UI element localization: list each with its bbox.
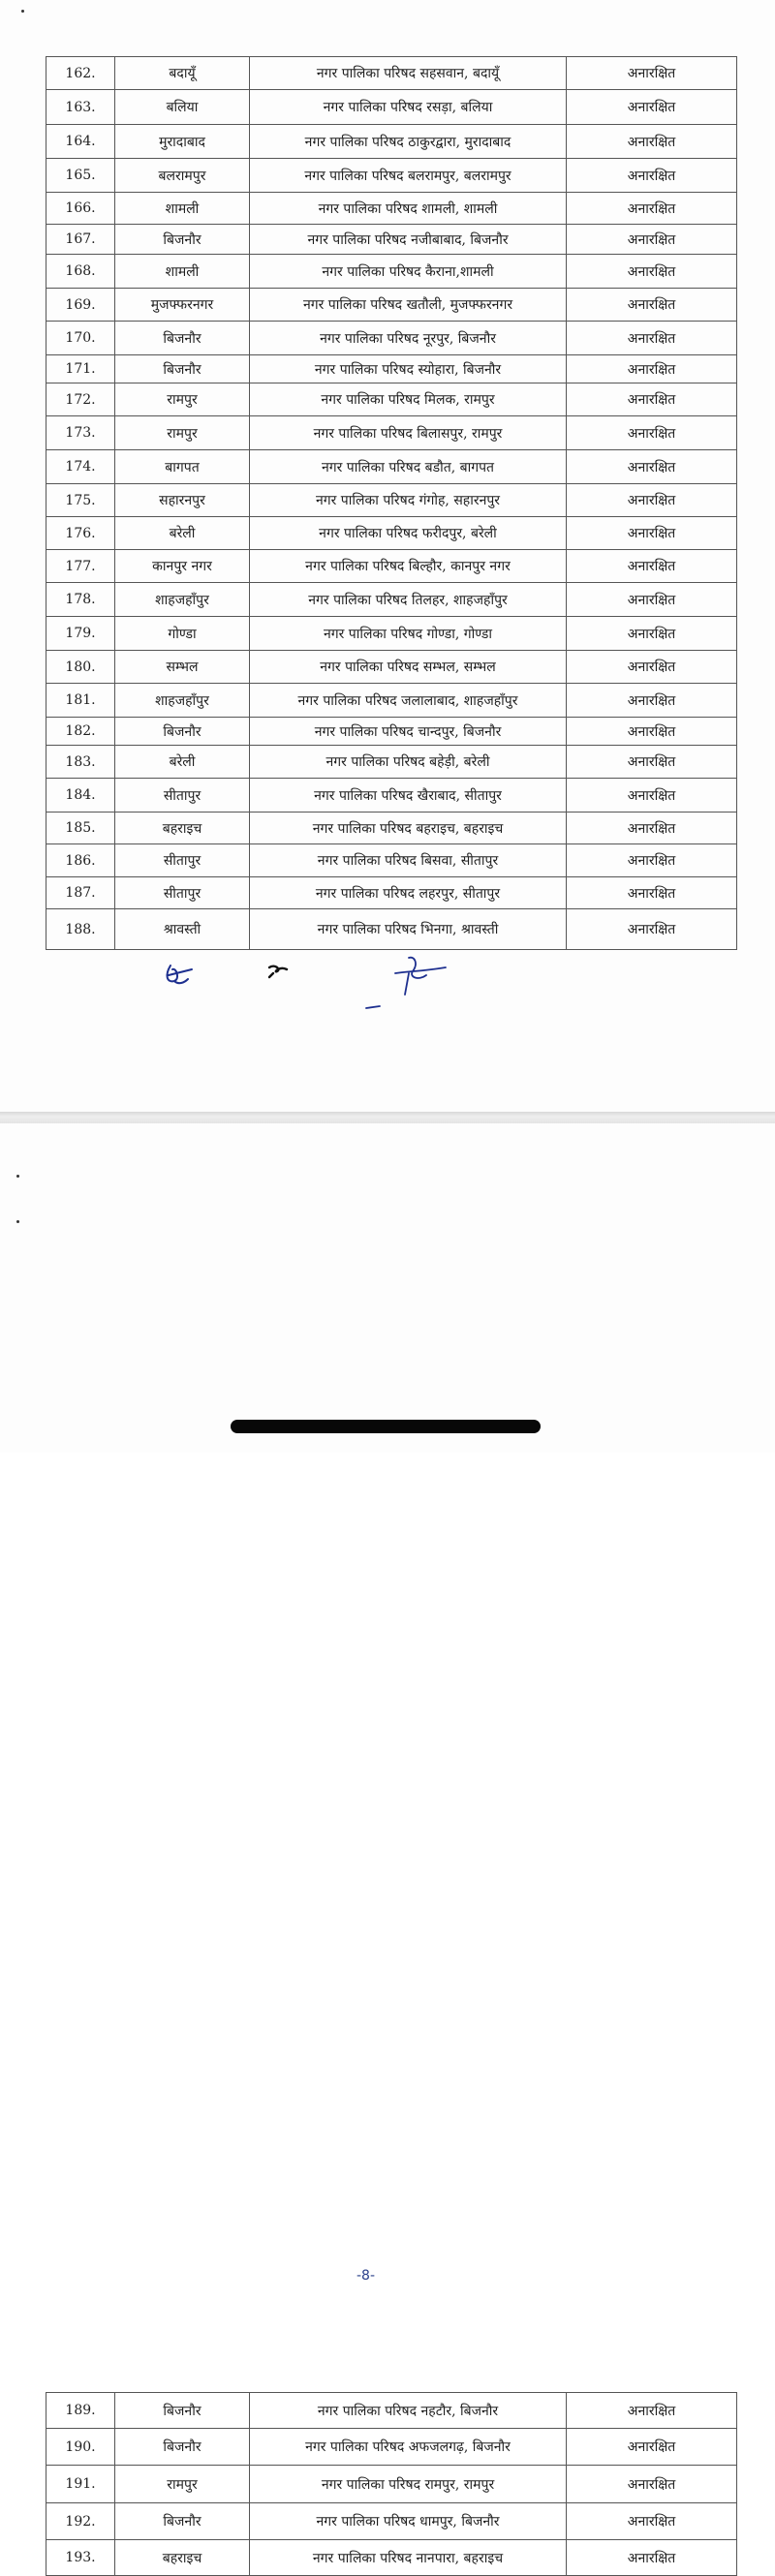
table-row (46, 159, 737, 193)
district-cell: रामपुर (115, 2466, 250, 2503)
district-cell: मुरादाबाद (115, 125, 250, 159)
municipal-body-cell: नगर पालिका परिषद खैराबाद, सीतापुर (250, 779, 567, 813)
municipal-body-cell: नगर पालिका परिषद भिनगा, श्रावस्ती (250, 909, 567, 950)
district-cell: बलरामपुर (115, 159, 250, 193)
table-row (46, 550, 737, 583)
reservation-status-cell: अनारक्षित (567, 383, 737, 416)
municipal-body-cell: नगर पालिका परिषद बलरामपुर, बलरामपुर (250, 159, 567, 193)
reservation-status-cell: अनारक्षित (567, 684, 737, 718)
table-row (46, 2393, 737, 2429)
table-row (46, 617, 737, 651)
district-cell: बिजनौर (115, 2393, 250, 2429)
scan-speck (16, 1220, 19, 1223)
district-cell: रामपुर (115, 383, 250, 416)
district-cell: मुजफ्फरनगर (115, 289, 250, 322)
reservation-status-cell: अनारक्षित (567, 779, 737, 813)
municipal-body-cell: नगर पालिका परिषद खतौली, मुजफ्फरनगर (250, 289, 567, 322)
district-cell: रामपुर (115, 416, 250, 450)
district-cell: सीतापुर (115, 877, 250, 909)
table-row (46, 225, 737, 255)
municipal-body-cell: नगर पालिका परिषद चान्दपुर, बिजनौर (250, 718, 567, 746)
district-cell: शामली (115, 255, 250, 289)
table-row (46, 355, 737, 383)
district-cell: बिजनौर (115, 322, 250, 355)
reservation-status-cell: अनारक्षित (567, 416, 737, 450)
document-page-2 (0, 1123, 775, 2566)
municipal-body-cell: नगर पालिका परिषद बिल्हौर, कानपुर नगर (250, 550, 567, 583)
serial-number-cell: 179. (46, 617, 115, 651)
redaction-mark (231, 1420, 541, 1433)
serial-number-cell: 183. (46, 746, 115, 779)
district-cell: शाहजहाँपुर (115, 684, 250, 718)
reservation-status-cell: अनारक्षित (567, 909, 737, 950)
table-row (46, 813, 737, 844)
municipality-table-page-2 (46, 2392, 737, 2576)
serial-number-cell: 185. (46, 813, 115, 844)
table-row (46, 844, 737, 877)
municipal-body-cell: नगर पालिका परिषद शामली, शामली (250, 193, 567, 225)
district-cell: श्रावस्ती (115, 909, 250, 950)
district-cell: बिजनौर (115, 355, 250, 383)
handwritten-page-number: -8- (356, 2268, 376, 2284)
municipal-body-cell: नगर पालिका परिषद कैराना,शामली (250, 255, 567, 289)
scan-speck (16, 1175, 19, 1178)
table-row (46, 718, 737, 746)
municipal-body-cell: नगर पालिका परिषद बडौत, बागपत (250, 450, 567, 484)
reservation-status-cell: अनारक्षित (567, 517, 737, 550)
district-cell: सीतापुर (115, 844, 250, 877)
table-row (46, 193, 737, 225)
reservation-status-cell: अनारक्षित (567, 550, 737, 583)
reservation-status-cell: अनारक्षित (567, 450, 737, 484)
serial-number-cell: 163. (46, 90, 115, 125)
district-cell: शाहजहाँपुर (115, 583, 250, 617)
table-row (46, 746, 737, 779)
district-cell: बिजनौर (115, 718, 250, 746)
municipal-body-cell: नगर पालिका परिषद धामपुर, बिजनौर (250, 2503, 567, 2540)
municipality-table-page-1 (46, 56, 737, 950)
table-row (46, 2466, 737, 2503)
district-cell: कानपुर नगर (115, 550, 250, 583)
municipal-body-cell: नगर पालिका परिषद सहसवान, बदायूँ (250, 57, 567, 90)
municipal-body-cell: नगर पालिका परिषद बहेड़ी, बरेली (250, 746, 567, 779)
table-row (46, 125, 737, 159)
serial-number-cell: 192. (46, 2503, 115, 2540)
reservation-status-cell: अनारक्षित (567, 746, 737, 779)
reservation-status-cell: अनारक्षित (567, 322, 737, 355)
serial-number-cell: 176. (46, 517, 115, 550)
table-row (46, 909, 737, 950)
table-row (46, 684, 737, 718)
district-cell: गोण्डा (115, 617, 250, 651)
reservation-status-cell: अनारक्षित (567, 813, 737, 844)
serial-number-cell: 162. (46, 57, 115, 90)
serial-number-cell: 184. (46, 779, 115, 813)
reservation-status-cell: अनारक्षित (567, 57, 737, 90)
district-cell: बहराइच (115, 813, 250, 844)
reservation-status-cell: अनारक्षित (567, 289, 737, 322)
reservation-status-cell: अनारक्षित (567, 484, 737, 517)
table-row (46, 2429, 737, 2466)
table-row (46, 484, 737, 517)
serial-number-cell: 190. (46, 2429, 115, 2466)
serial-number-cell: 170. (46, 322, 115, 355)
municipal-body-cell: नगर पालिका परिषद रसड़ा, बलिया (250, 90, 567, 125)
municipal-body-cell: नगर पालिका परिषद नूरपुर, बिजनौर (250, 322, 567, 355)
table-row (46, 383, 737, 416)
municipal-body-cell: नगर पालिका परिषद बिलासपुर, रामपुर (250, 416, 567, 450)
serial-number-cell: 178. (46, 583, 115, 617)
district-cell: बागपत (115, 450, 250, 484)
table-row (46, 322, 737, 355)
serial-number-cell: 173. (46, 416, 115, 450)
district-cell: बदायूँ (115, 57, 250, 90)
table-row (46, 450, 737, 484)
serial-number-cell: 180. (46, 651, 115, 684)
municipal-body-cell: नगर पालिका परिषद नानपारा, बहराइच (250, 2540, 567, 2576)
serial-number-cell: 175. (46, 484, 115, 517)
table-row (46, 255, 737, 289)
district-cell: बलिया (115, 90, 250, 125)
document-page-1 (0, 0, 775, 1112)
district-cell: बिजनौर (115, 2429, 250, 2466)
district-cell: बहराइच (115, 2540, 250, 2576)
reservation-status-cell: अनारक्षित (567, 125, 737, 159)
reservation-status-cell: अनारक्षित (567, 355, 737, 383)
serial-number-cell: 167. (46, 225, 115, 255)
district-cell: बिजनौर (115, 2503, 250, 2540)
reservation-status-cell: अनारक्षित (567, 2393, 737, 2429)
reservation-status-cell: अनारक्षित (567, 718, 737, 746)
municipal-body-cell: नगर पालिका परिषद स्योहारा, बिजनौर (250, 355, 567, 383)
reservation-status-cell: अनारक्षित (567, 2429, 737, 2466)
serial-number-cell: 193. (46, 2540, 115, 2576)
table-row (46, 877, 737, 909)
district-cell: सीतापुर (115, 779, 250, 813)
municipal-body-cell: नगर पालिका परिषद तिलहर, शाहजहाँपुर (250, 583, 567, 617)
municipal-body-cell: नगर पालिका परिषद नहटौर, बिजनौर (250, 2393, 567, 2429)
reservation-status-cell: अनारक्षित (567, 90, 737, 125)
table-row (46, 90, 737, 125)
reservation-status-cell: अनारक्षित (567, 2466, 737, 2503)
reservation-status-cell: अनारक्षित (567, 255, 737, 289)
municipal-body-cell: नगर पालिका परिषद ठाकुरद्वारा, मुरादाबाद (250, 125, 567, 159)
table-row (46, 2503, 737, 2540)
municipal-body-cell: नगर पालिका परिषद गंगोह, सहारनपुर (250, 484, 567, 517)
municipal-body-cell: नगर पालिका परिषद रामपुर, रामपुर (250, 2466, 567, 2503)
serial-number-cell: 187. (46, 877, 115, 909)
reservation-status-cell: अनारक्षित (567, 225, 737, 255)
municipal-body-cell: नगर पालिका परिषद सम्भल, सम्भल (250, 651, 567, 684)
district-cell: बरेली (115, 517, 250, 550)
municipal-body-cell: नगर पालिका परिषद फरीदपुर, बरेली (250, 517, 567, 550)
table-row (46, 416, 737, 450)
page-separator (0, 1112, 775, 1123)
serial-number-cell: 172. (46, 383, 115, 416)
table-row (46, 2540, 737, 2576)
table-row (46, 517, 737, 550)
reservation-status-cell: अनारक्षित (567, 159, 737, 193)
municipal-body-cell: नगर पालिका परिषद मिलक, रामपुर (250, 383, 567, 416)
serial-number-cell: 166. (46, 193, 115, 225)
serial-number-cell: 169. (46, 289, 115, 322)
serial-number-cell: 191. (46, 2466, 115, 2503)
municipal-body-cell: नगर पालिका परिषद बहराइच, बहराइच (250, 813, 567, 844)
serial-number-cell: 186. (46, 844, 115, 877)
municipal-body-cell: नगर पालिका परिषद लहरपुर, सीतापुर (250, 877, 567, 909)
reservation-status-cell: अनारक्षित (567, 2503, 737, 2540)
district-cell: बिजनौर (115, 225, 250, 255)
reservation-status-cell: अनारक्षित (567, 2540, 737, 2576)
serial-number-cell: 177. (46, 550, 115, 583)
municipal-body-cell: नगर पालिका परिषद अफजलगढ़, बिजनौर (250, 2429, 567, 2466)
municipal-body-cell: नगर पालिका परिषद बिसवा, सीतापुर (250, 844, 567, 877)
serial-number-cell: 188. (46, 909, 115, 950)
table-row (46, 651, 737, 684)
reservation-status-cell: अनारक्षित (567, 583, 737, 617)
serial-number-cell: 182. (46, 718, 115, 746)
reservation-status-cell: अनारक्षित (567, 844, 737, 877)
serial-number-cell: 168. (46, 255, 115, 289)
reservation-status-cell: अनारक्षित (567, 193, 737, 225)
table-row (46, 57, 737, 90)
scan-speck (21, 10, 24, 13)
reservation-status-cell: अनारक्षित (567, 877, 737, 909)
municipal-body-cell: नगर पालिका परिषद जलालाबाद, शाहजहाँपुर (250, 684, 567, 718)
district-cell: सम्भल (115, 651, 250, 684)
serial-number-cell: 189. (46, 2393, 115, 2429)
table-row (46, 779, 737, 813)
serial-number-cell: 181. (46, 684, 115, 718)
municipal-body-cell: नगर पालिका परिषद नजीबाबाद, बिजनौर (250, 225, 567, 255)
serial-number-cell: 165. (46, 159, 115, 193)
district-cell: शामली (115, 193, 250, 225)
handwritten-signatures (155, 954, 465, 1022)
serial-number-cell: 171. (46, 355, 115, 383)
table-row (46, 583, 737, 617)
district-cell: बरेली (115, 746, 250, 779)
district-cell: सहारनपुर (115, 484, 250, 517)
serial-number-cell: 174. (46, 450, 115, 484)
reservation-status-cell: अनारक्षित (567, 651, 737, 684)
table-row (46, 289, 737, 322)
reservation-status-cell: अनारक्षित (567, 617, 737, 651)
municipal-body-cell: नगर पालिका परिषद गोण्डा, गोण्डा (250, 617, 567, 651)
serial-number-cell: 164. (46, 125, 115, 159)
